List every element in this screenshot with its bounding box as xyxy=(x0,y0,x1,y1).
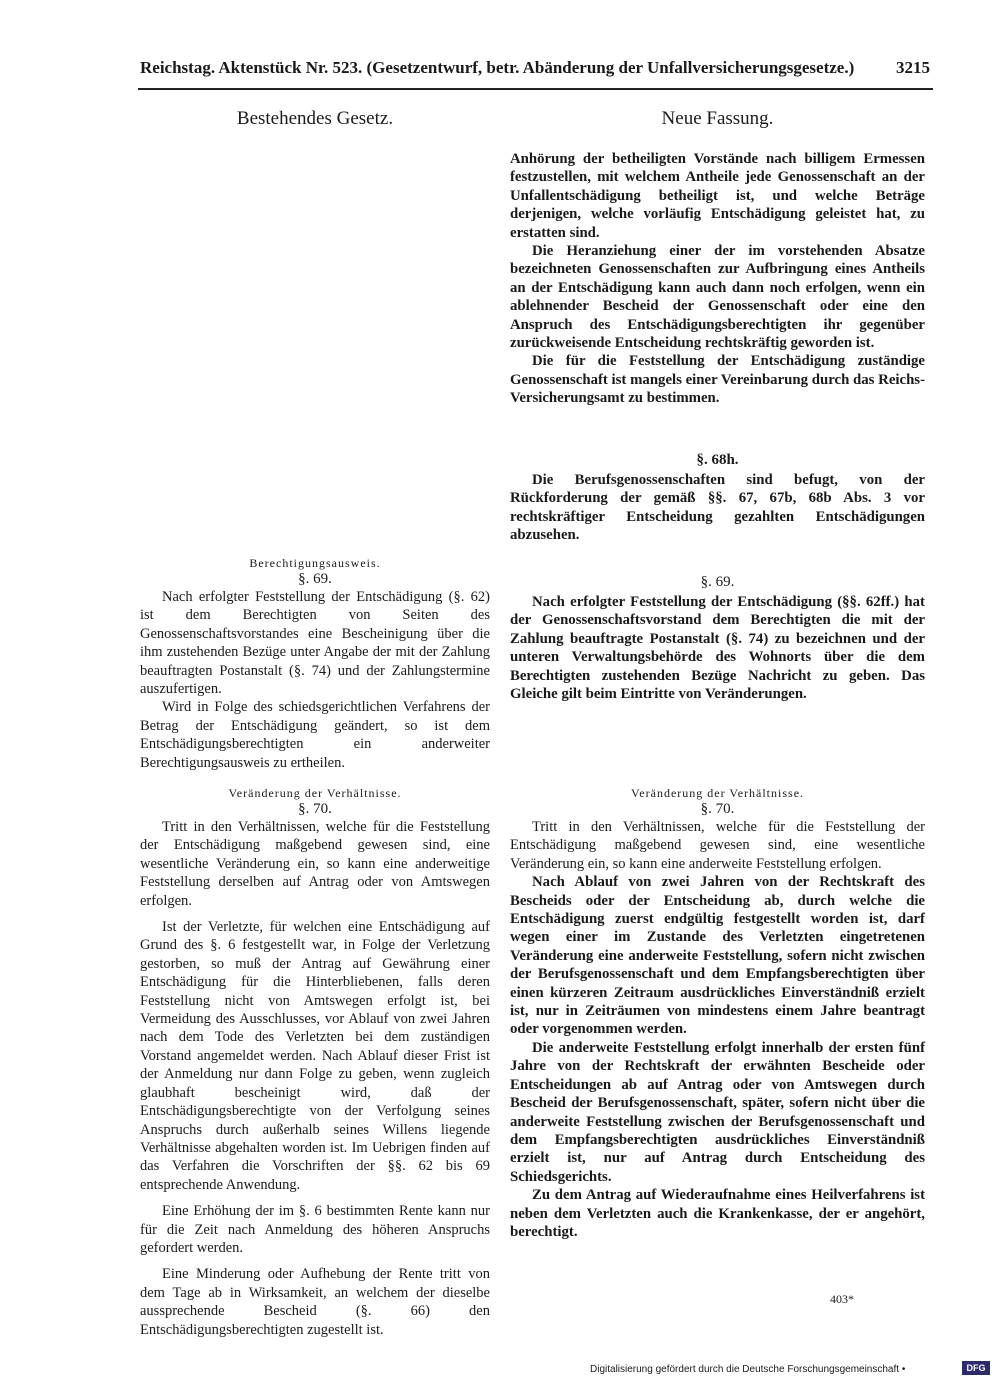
page-number: 3215 xyxy=(896,58,930,77)
sheet-number: 403* xyxy=(830,1292,854,1306)
section-text: Die Berufsgenossenschaften sind befugt, von der Rückforderung der gemäß §§. 67, 67b, 68b Abs. 3 vor rechtskräftiger Entscheidung gezahlten Entschädigungen abzusehen. xyxy=(510,472,925,544)
right-cont-paragraph: Anhörung der betheiligten Vorstände nach billigem Ermessen festzustellen, mit welchem Antheile jede Genossenschaft an der Unfallentschädigung betheiligt ist, und welche Beträge derjenigen, welche vorläufig Entschädigung geleistet hat, zu erstatten sind. xyxy=(510,151,925,241)
section-title: §. 70. xyxy=(298,801,332,817)
section-paragraph: Tritt in den Verhältnissen, welche für die Feststellung der Entschädigung maßgebend gewesen sind, eine wesentliche Veränderung ein, so kann eine anderweitige Feststellung derselben auf Antrag oder von Amtswegen erfolgen. xyxy=(140,819,490,909)
digitization-credit: Digitalisierung gefördert durch die Deutsche Forschungsgemeinschaft • xyxy=(590,1364,906,1375)
section-caption: Berechtigungsausweis. xyxy=(249,556,381,570)
section-paragraph: Tritt in den Verhältnissen, welche für die Feststellung der Entschädigung maßgebend gewesen sind, eine wesentliche Veränderung ein, so kann eine anderweite Feststellung erfolgen. xyxy=(510,819,925,872)
right-cont-paragraph: Die für die Feststellung der Entschädigung zuständige Genossenschaft ist mangels einer Vereinbarung durch das Reichs-Versicherungsamt zu bestimmen. xyxy=(510,353,925,407)
section-paragraph: Eine Erhöhung der im §. 6 bestimmten Rente kann nur für die Zeit nach Anmeldung des höheren Anspruchs gefordert werden. xyxy=(140,1203,490,1256)
right-continuation xyxy=(510,150,925,408)
left-column-heading: Bestehendes Gesetz. xyxy=(236,108,394,129)
section-paragraph: Wird in Folge des schiedsgerichtlichen Verfahrens der Betrag der Entschädigung geändert, so ist dem Entschädigungsberechtigten ein anderweiter Berechtigungsausweis zu ertheilen. xyxy=(140,699,490,771)
right-cont-paragraph: Die Heranziehung einer der im vorstehenden Absatze bezeichneten Genossenschaften zur Aufbringung eines Antheils an der Entschädigung kann auch dann noch erfolgen, wenn ein ablehnender Bescheid der Genossenschaft oder eine den Anspruch des Entschädigungsberechtigten ihr gegenüber zurückweisende Entscheidung rechtskräftig geworden ist. xyxy=(510,243,925,352)
section-paragraph: Die anderweite Feststellung erfolgt innerhalb der ersten fünf Jahre von der Rechtskraft der erwähnten Bescheide oder Entscheidungen ab auf Antrag oder von Amtswegen durch Bescheid der Berufsgenossenschaft, später, sofern nicht über die anderweite Feststellung zwischen der Berufsgenossenschaft und dem Empfangsberechtigten ausdrückliches Einverständniß erzielt ist, nur auf Antrag durch Entscheidung des Schiedsgerichts. xyxy=(510,1039,925,1185)
section-title: §. 69. xyxy=(700,574,735,590)
left-section-70 xyxy=(140,786,490,1339)
section-text: Nach erfolgter Feststellung der Entschädigung (§§. 62ff.) hat der Genossenschaftsvorstand dem Berechtigten die mit der Zahlung beauftragte Postanstalt (§. 74) zu bezeichnen und der unteren Verwaltungsbehörde des Wohnorts über die dem Berechtigten zustehenden Bezüge Nachricht zu geben. Das Gleiche gilt beim Eintritte von Veränderungen. xyxy=(510,594,925,703)
section-paragraph: Eine Minderung oder Aufhebung der Rente tritt von dem Tage ab in Wirksamkeit, an welchem der dieselbe aussprechende Bescheid (§. 66) den Entschädigungsberechtigten zugestellt ist. xyxy=(140,1266,490,1338)
section-paragraph: Nach Ablauf von zwei Jahren von der Rechtskraft des Bescheids oder der Entscheidung ab, durch welche die Entschädigung zuerst endgültig festgestellt worden ist, darf wegen einer im Zustande des Verletzten eingetretenen Veränderung eine anderweite Feststellung, sofern nicht zwischen der Berufsgenossenschaft und dem Empfangsberechtigten über einen kürzeren Zeitraum ausdrückliches Einverständniß erzielt ist, nur in Zeiträumen von mindestens einem Jahre beantragt oder vorgenommen werden. xyxy=(510,874,925,1038)
section-title: §. 68h. xyxy=(696,452,739,468)
section-caption: Veränderung der Verhältnisse. xyxy=(228,786,402,800)
right-section-70 xyxy=(510,786,925,1241)
section-title: §. 69. xyxy=(298,571,332,587)
section-paragraph: Ist der Verletzte, für welchen eine Entschädigung auf Grund des §. 6 festgestellt war, in Folge der Verletzung gestorben, so muß der Antrag auf Gewährung einer Entschädigung für die Hinterbliebenen, falls deren Feststellung nicht von Amtswegen erfolgt ist, bei Vermeidung des Ausschlusses, vor Ablauf von zwei Jahren nach dem Tode des Verletzten bei dem zuständigen Vorstand angemeldet werden. Nach Ablauf dieser Frist ist der Anmeldung nur dann Folge zu geben, wenn zugleich glaubhaft bescheinigt wird, daß der Entschädigungsberechtigte von der Verfolgung seines Anspruchs durch außerhalb seines Willens liegende Verhältnisse abgehalten worden ist. Im Uebrigen finden auf das Verfahren die Vorschriften der §§. 62 bis 69 entsprechende Anwendung. xyxy=(140,919,490,1193)
right-section-69 xyxy=(510,574,925,703)
right-column-heading: Neue Fassung. xyxy=(661,108,774,129)
section-title: §. 70. xyxy=(700,801,735,817)
dfg-logo: DFG xyxy=(962,1361,990,1375)
right-section-68h xyxy=(510,452,925,545)
section-paragraph: Nach erfolgter Feststellung der Entschädigung (§. 62) ist dem Berechtigten von Seiten des Genossenschaftsvorstandes eine Bescheinigung über die ihm zustehenden Bezüge unter Angabe der mit der Zahlung beauftragten Postanstalt (§. 74) und der Zahlungstermine auszufertigen. xyxy=(140,589,490,698)
header-rule xyxy=(138,88,933,90)
running-title: Reichstag. Aktenstück Nr. 523. (Gesetzentwurf, betr. Abänderung der Unfallversicherungsgesetze.) xyxy=(140,58,855,77)
section-paragraph: Zu dem Antrag auf Wiederaufnahme eines Heilverfahrens ist neben dem Verletzten auch die Krankenkasse, der er angehört, berechtigt. xyxy=(510,1187,925,1240)
left-section-69 xyxy=(140,556,490,772)
section-caption: Veränderung der Verhältnisse. xyxy=(630,786,805,800)
running-header xyxy=(140,58,930,84)
